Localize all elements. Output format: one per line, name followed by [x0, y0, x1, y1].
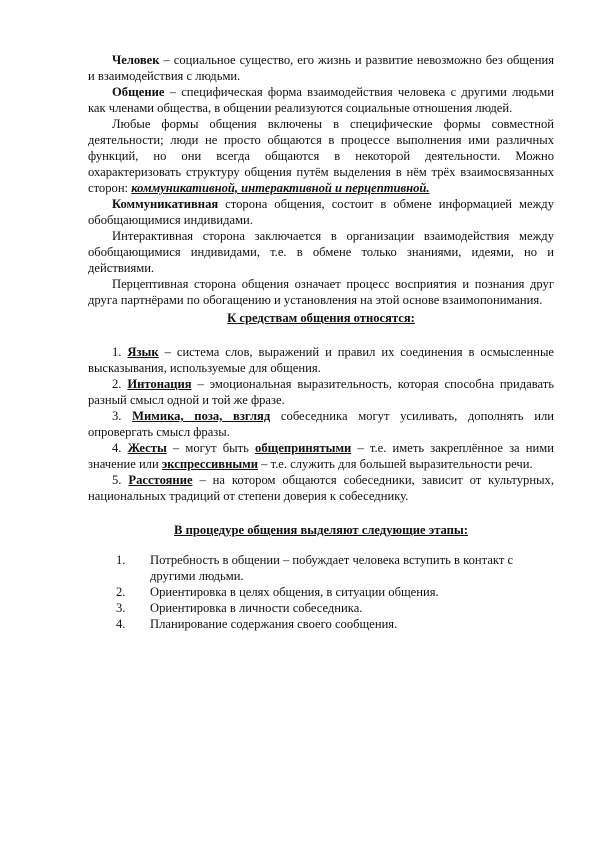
paragraph-text: – социальное существо, его жизнь и развитие невозможно без общения и взаимодействия с людьми. — [88, 53, 554, 83]
item-number: 1. — [112, 345, 122, 359]
stage-number: 1. — [116, 553, 126, 567]
paragraph-person — [88, 52, 554, 84]
paragraph-text: – специфическая форма взаимодействия человека с другими людьми как членами общества, в общении реализуются социальные отношения людей. — [88, 85, 554, 115]
item-text: – могут быть — [166, 441, 256, 455]
term-communication: Общение — [112, 85, 165, 99]
paragraph-forms — [88, 116, 554, 196]
stage-item-3 — [88, 600, 554, 616]
heading-stages: В процедуре общения выделяют следующие этапы: — [174, 523, 468, 537]
stage-text: Ориентировка в личности собеседника. — [150, 601, 363, 615]
term-communicative: Коммуникативная — [112, 197, 219, 211]
item-number: 4. — [112, 441, 122, 455]
stage-item-2 — [88, 584, 554, 600]
term-distance: Расстояние — [128, 473, 193, 487]
term-expressive: экспрессивными — [161, 457, 258, 471]
spacer — [88, 504, 554, 520]
means-item-4 — [88, 440, 554, 472]
heading-means: К средствам общения относятся: — [227, 311, 415, 325]
stage-number: 2. — [116, 585, 126, 599]
stage-text: Потребность в общении – побуждает человека вступить в контакт с другими людьми. — [150, 553, 514, 583]
spacer — [88, 328, 554, 344]
item-number: 5. — [112, 473, 122, 487]
term-intonation: Интонация — [127, 377, 192, 391]
sides-emphasis: коммуникативной, интерактивной и перцептивной. — [131, 181, 430, 195]
item-text: – эмоциональная выразительность, которая способна придавать разный смысл одной и той же фразе. — [88, 377, 554, 407]
term-language: Язык — [127, 345, 159, 359]
stage-text: Планирование содержания своего сообщения. — [150, 617, 398, 631]
stage-item-1 — [88, 552, 554, 584]
term-conventional: общепринятыми — [255, 441, 352, 455]
paragraph-text: Любые формы общения включены в специфические формы совместной деятельности; люди не просто общаются в процессе выполнения ими различных функций, но они всегда общаются в некоторой деятельности. Можно охарактеризовать структуру общения путём выделения в нём трёх взаимосвязанных сторон: — [88, 117, 554, 195]
item-text: – система слов, выражений и правил их соединения в осмысленные высказывания, используемые для общения. — [88, 345, 554, 375]
term-person: Человек — [112, 53, 160, 67]
means-item-1 — [88, 344, 554, 376]
paragraph-communication — [88, 84, 554, 116]
means-item-2 — [88, 376, 554, 408]
item-text: собеседника могут усиливать, дополнять или опровергать смысл фразы. — [88, 409, 554, 439]
stage-item-4 — [88, 616, 554, 632]
item-number: 3. — [112, 409, 122, 423]
stage-text: Ориентировка в целях общения, в ситуации общения. — [150, 585, 439, 599]
means-item-3 — [88, 408, 554, 440]
document-body — [88, 52, 554, 632]
item-number: 2. — [112, 377, 122, 391]
item-text: – на котором общаются собеседники, зависит от культурных, национальных традиций от степени доверия к собеседнику. — [88, 473, 554, 503]
stage-number: 4. — [116, 617, 126, 631]
means-item-5 — [88, 472, 554, 504]
stages-list — [88, 552, 554, 632]
stage-number: 3. — [116, 601, 126, 615]
term-gestures: Жесты — [127, 441, 167, 455]
paragraph-perceptive: Перцептивная сторона общения означает процесс восприятия и познания друг друга партнёрами по обогащению и установления на этой основе взаимопонимания. — [88, 277, 554, 307]
paragraph-interactive: Интерактивная сторона заключается в организации взаимодействия между обобщающимися индивидами, т.е. в обмене только знаниями, идеями, но и действиями. — [88, 229, 554, 275]
paragraph-text: сторона общения, состоит в обмене информацией между обобщающимися индивидами. — [88, 197, 554, 227]
paragraph-communicative — [88, 196, 554, 228]
item-text: – т.е. служить для большей выразительности речи. — [258, 457, 533, 471]
item-text: – т.е. иметь закреплённое за ними значение или — [88, 441, 554, 471]
term-mimics: Мимика, поза, взгляд — [132, 409, 271, 423]
